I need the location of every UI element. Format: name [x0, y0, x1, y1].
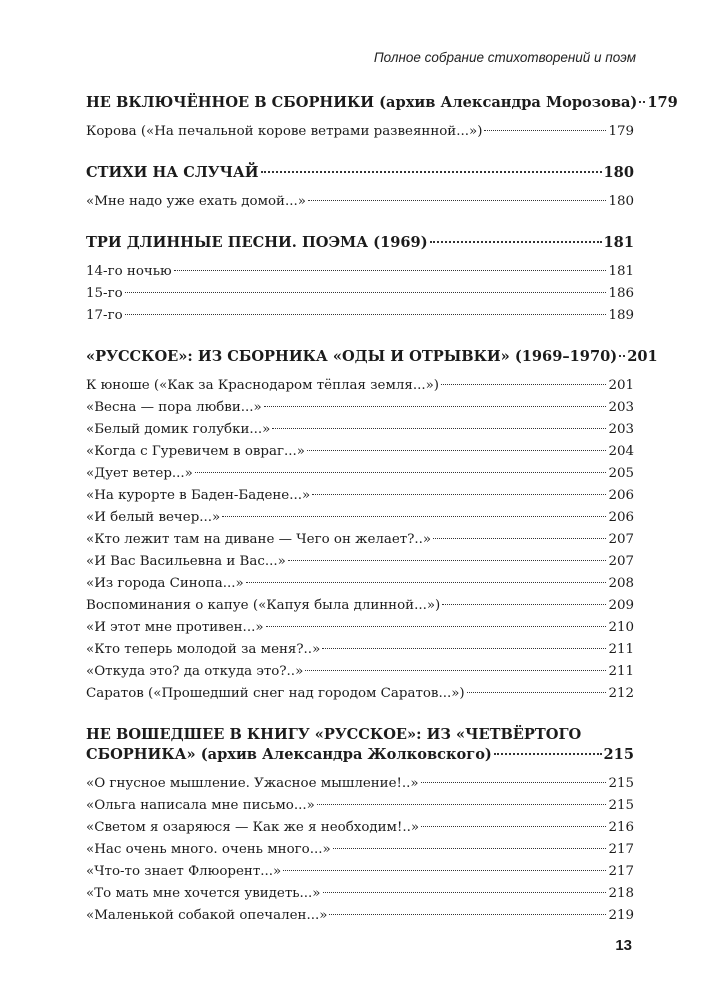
dot-leader	[430, 241, 602, 243]
dot-leader	[272, 428, 606, 429]
dot-leader	[333, 848, 607, 849]
dot-leader	[494, 753, 602, 755]
toc-entry	[86, 861, 634, 883]
toc-entry	[86, 529, 634, 551]
toc-entry	[86, 683, 634, 705]
dot-leader	[317, 804, 607, 805]
entry-page: 205	[608, 466, 634, 481]
toc-entry	[86, 839, 634, 861]
entry-title: К юноше («Как за Краснодаром тёплая земля...»)	[86, 378, 440, 393]
toc-entry	[86, 617, 634, 639]
entry-page: 211	[608, 664, 634, 679]
dot-leader	[195, 472, 607, 473]
entry-title: «Кто лежит там на диване — Чего он желает?..»	[86, 532, 432, 547]
section-heading-title-line1: НЕ ВОШЕДШЕЕ В КНИГУ «РУССКОЕ»: ИЗ «ЧЕТВЁРТОГО	[86, 726, 582, 743]
dot-leader	[305, 670, 606, 671]
toc-entry	[86, 419, 634, 441]
toc-entry	[86, 375, 634, 397]
toc-entry	[86, 397, 634, 419]
dot-leader	[433, 538, 606, 539]
toc-section	[86, 93, 678, 143]
entry-page: 209	[608, 598, 634, 613]
dot-leader	[125, 292, 607, 293]
section-heading-title: ТРИ ДЛИННЫЕ ПЕСНИ. ПОЭМА (1969)	[86, 234, 428, 251]
dot-leader	[222, 516, 606, 517]
entry-title: «Белый домик голубки...»	[86, 422, 271, 437]
section-heading-line2	[86, 745, 634, 765]
entry-title: Воспоминания о капуе («Капуя была длинной...»)	[86, 598, 441, 613]
entry-page: 179	[608, 124, 634, 139]
entry-title: «На курорте в Баден-Бадене...»	[86, 488, 311, 503]
dot-leader	[308, 200, 606, 201]
entry-page: 217	[608, 864, 634, 879]
dot-leader	[322, 648, 606, 649]
entry-title: 15-го	[86, 286, 123, 301]
toc-section	[86, 347, 658, 705]
toc-entry	[86, 795, 634, 817]
entry-title: 14-го ночью	[86, 264, 172, 279]
dot-leader	[283, 870, 606, 871]
section-heading	[86, 93, 678, 113]
entry-title: Корова («На печальной корове ветрами развеянной...»)	[86, 124, 483, 139]
entry-title: «Дует ветер...»	[86, 466, 193, 481]
toc-section	[86, 163, 634, 213]
dot-leader	[421, 782, 607, 783]
section-heading-page: 179	[647, 94, 678, 111]
toc-entry	[86, 507, 634, 529]
entry-page: 217	[608, 842, 634, 857]
toc-entry	[86, 883, 634, 905]
dot-leader	[246, 582, 607, 583]
entry-page: 204	[608, 444, 634, 459]
dot-leader	[288, 560, 607, 561]
section-heading-page: 181	[603, 234, 634, 251]
toc-entry	[86, 305, 634, 327]
entry-title: «Нас очень много. очень много...»	[86, 842, 331, 857]
toc-entry	[86, 773, 634, 795]
dot-leader	[442, 604, 606, 605]
entry-page: 215	[608, 776, 634, 791]
dot-leader	[421, 826, 606, 827]
dot-leader	[266, 626, 607, 627]
toc-entry	[86, 573, 634, 595]
entry-page: 203	[608, 422, 634, 437]
toc-section	[86, 233, 634, 327]
dot-leader	[467, 692, 607, 693]
section-heading	[86, 725, 634, 765]
entry-page: 216	[608, 820, 634, 835]
toc-entry	[86, 639, 634, 661]
dot-leader	[323, 892, 607, 893]
entry-title: «Кто теперь молодой за меня?..»	[86, 642, 321, 657]
section-heading	[86, 163, 634, 183]
entry-page: 186	[608, 286, 634, 301]
dot-leader	[639, 101, 645, 103]
toc-entry	[86, 283, 634, 305]
entry-page: 206	[608, 488, 634, 503]
entry-page: 215	[608, 798, 634, 813]
entry-title: «И Вас Васильевна и Вас...»	[86, 554, 286, 569]
entry-title: «То мать мне хочется увидеть...»	[86, 886, 321, 901]
entry-page: 206	[608, 510, 634, 525]
entry-page: 201	[608, 378, 634, 393]
dot-leader	[307, 450, 606, 451]
entry-title: «Маленькой собакой опечален...»	[86, 908, 328, 923]
entry-title: «Светом я озаряюся — Как же я необходим!..»	[86, 820, 420, 835]
dot-leader	[264, 406, 607, 407]
toc-entry	[86, 463, 634, 485]
section-heading-page: 215	[603, 746, 634, 763]
entry-page: 211	[608, 642, 634, 657]
entry-title: «Из города Синопа...»	[86, 576, 244, 591]
table-of-contents	[86, 93, 678, 947]
entry-title: «И белый вечер...»	[86, 510, 221, 525]
section-heading	[86, 233, 634, 253]
entry-page: 218	[608, 886, 634, 901]
entry-page: 181	[608, 264, 634, 279]
section-heading-title: СТИХИ НА СЛУЧАЙ	[86, 164, 259, 181]
dot-leader	[484, 130, 606, 131]
dot-leader	[174, 270, 607, 271]
dot-leader	[125, 314, 607, 315]
entry-title: «Ольга написала мне письмо...»	[86, 798, 315, 813]
entry-page: 180	[608, 194, 634, 209]
entry-title: «Весна — пора любви...»	[86, 400, 262, 415]
section-heading-title-line2: СБОРНИКА» (архив Александра Жолковского)	[86, 746, 492, 763]
toc-entry	[86, 595, 634, 617]
entry-page: 219	[608, 908, 634, 923]
entry-page: 203	[608, 400, 634, 415]
toc-entry	[86, 551, 634, 573]
entry-page: 212	[608, 686, 634, 701]
entry-title: «Откуда это? да откуда это?..»	[86, 664, 304, 679]
toc-entry	[86, 441, 634, 463]
entry-page: 207	[608, 532, 634, 547]
dot-leader	[329, 914, 606, 915]
entry-title: «Мне надо уже ехать домой...»	[86, 194, 306, 209]
toc-entry	[86, 121, 634, 143]
dot-leader	[312, 494, 606, 495]
dot-leader	[441, 384, 606, 385]
dot-leader	[619, 355, 625, 357]
entry-title: 17-го	[86, 308, 123, 323]
toc-entry	[86, 191, 634, 213]
entry-page: 189	[608, 308, 634, 323]
toc-entry	[86, 905, 634, 927]
page-number: 13	[615, 937, 632, 954]
section-heading-page: 180	[603, 164, 634, 181]
section-heading-title: «РУССКОЕ»: ИЗ СБОРНИКА «ОДЫ И ОТРЫВКИ» (1969–1970)	[86, 348, 618, 365]
entry-page: 208	[608, 576, 634, 591]
toc-entry	[86, 817, 634, 839]
entry-page: 207	[608, 554, 634, 569]
toc-entry	[86, 261, 634, 283]
toc-entry	[86, 661, 634, 683]
toc-section	[86, 725, 634, 927]
entry-title: «Что-то знает Флюорент...»	[86, 864, 282, 879]
entry-title: «И этот мне противен...»	[86, 620, 264, 635]
entry-title: Саратов («Прошедший снег над городом Саратов...»)	[86, 686, 465, 701]
entry-title: «О гнусное мышление. Ужасное мышление!..»	[86, 776, 419, 791]
section-heading-page: 201	[627, 348, 658, 365]
entry-page: 210	[608, 620, 634, 635]
section-heading-title: НЕ ВКЛЮЧЁННОЕ В СБОРНИКИ (архив Александра Морозова)	[86, 94, 638, 111]
section-heading	[86, 347, 658, 367]
dot-leader	[261, 171, 602, 173]
running-header: Полное собрание стихотворений и поэм	[373, 50, 636, 65]
toc-entry	[86, 485, 634, 507]
entry-title: «Когда с Гуревичем в овраг...»	[86, 444, 305, 459]
